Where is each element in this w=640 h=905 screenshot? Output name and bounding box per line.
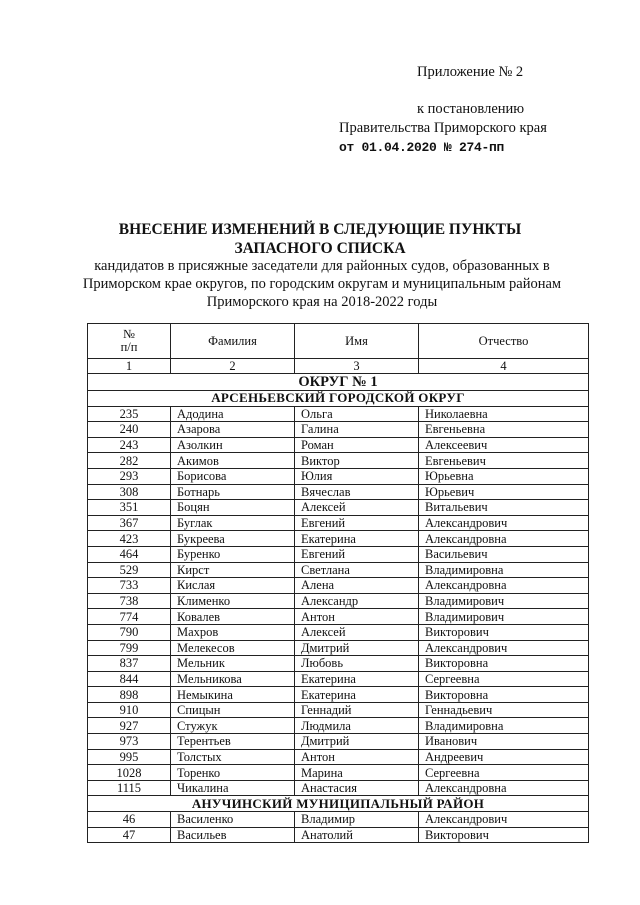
- candidate-surname: Чикалина: [171, 780, 295, 796]
- candidate-name: Людмила: [295, 718, 419, 734]
- candidate-surname: Букреева: [171, 531, 295, 547]
- resolution-reference: [339, 100, 569, 157]
- candidate-number: 351: [88, 500, 171, 516]
- district-row: [88, 796, 589, 812]
- table-row: [88, 656, 589, 672]
- appendix-number: Приложение № 2: [417, 64, 524, 80]
- candidate-name: Геннадий: [295, 702, 419, 718]
- candidate-patronymic: Викторовна: [419, 656, 589, 672]
- okrug-row: [88, 374, 589, 391]
- candidate-number: 973: [88, 734, 171, 750]
- table-row: [88, 531, 589, 547]
- column-numbers-row: [88, 359, 589, 374]
- table-row: [88, 453, 589, 469]
- candidate-number: 738: [88, 593, 171, 609]
- candidate-patronymic: Викторович: [419, 624, 589, 640]
- candidate-patronymic: Владимирович: [419, 593, 589, 609]
- candidate-number: 293: [88, 468, 171, 484]
- candidate-name: Марина: [295, 765, 419, 781]
- table-row: [88, 609, 589, 625]
- resolution-date-number: от 01.04.2020 № 274-пп: [339, 140, 505, 155]
- candidate-number: 898: [88, 687, 171, 703]
- candidate-number: 774: [88, 609, 171, 625]
- candidate-name: Светлана: [295, 562, 419, 578]
- table-row: [88, 749, 589, 765]
- candidate-name: Юлия: [295, 468, 419, 484]
- candidate-patronymic: Васильевич: [419, 546, 589, 562]
- candidate-patronymic: Владимировна: [419, 562, 589, 578]
- table-row: [88, 562, 589, 578]
- candidate-surname: Кислая: [171, 578, 295, 594]
- candidate-patronymic: Юрьевна: [419, 468, 589, 484]
- table-row: [88, 718, 589, 734]
- table-row: [88, 422, 589, 438]
- candidate-number: 423: [88, 531, 171, 547]
- candidate-name: Екатерина: [295, 531, 419, 547]
- candidate-number: 367: [88, 515, 171, 531]
- candidate-patronymic: Сергеевна: [419, 671, 589, 687]
- candidate-patronymic: Александрович: [419, 812, 589, 828]
- candidate-name: Анатолий: [295, 827, 419, 843]
- candidate-surname: Васильев: [171, 827, 295, 843]
- document-title: [60, 220, 580, 258]
- header-patronymic: Отчество: [419, 324, 589, 359]
- candidate-surname: Азолкин: [171, 437, 295, 453]
- candidate-number: 910: [88, 702, 171, 718]
- candidate-name: Антон: [295, 749, 419, 765]
- candidate-patronymic: Алексеевич: [419, 437, 589, 453]
- candidate-surname: Ковалев: [171, 609, 295, 625]
- header-number-label: п/п: [120, 340, 138, 354]
- candidate-name: Алексей: [295, 500, 419, 516]
- candidate-number: 995: [88, 749, 171, 765]
- candidate-patronymic: Александрович: [419, 640, 589, 656]
- candidate-name: Дмитрий: [295, 734, 419, 750]
- candidate-number: 47: [88, 827, 171, 843]
- candidate-surname: Мелекесов: [171, 640, 295, 656]
- table-row: [88, 500, 589, 516]
- candidate-patronymic: Александровна: [419, 578, 589, 594]
- table-row: [88, 812, 589, 828]
- candidate-patronymic: Витальевич: [419, 500, 589, 516]
- title-line-2: ЗАПАСНОГО СПИСКА: [234, 240, 406, 257]
- title-line-1: ВНЕСЕНИЕ ИЗМЕНЕНИЙ В СЛЕДУЮЩИЕ ПУНКТЫ: [118, 221, 522, 238]
- table-row: [88, 437, 589, 453]
- candidate-number: 1115: [88, 780, 171, 796]
- candidate-number: 46: [88, 812, 171, 828]
- table-row: [88, 687, 589, 703]
- candidate-number: 308: [88, 484, 171, 500]
- candidate-number: 799: [88, 640, 171, 656]
- table-row: [88, 624, 589, 640]
- candidate-number: 844: [88, 671, 171, 687]
- table-row: [88, 827, 589, 843]
- candidate-surname: Мельникова: [171, 671, 295, 687]
- candidate-name: Виктор: [295, 453, 419, 469]
- candidate-name: Евгений: [295, 546, 419, 562]
- candidate-name: Алена: [295, 578, 419, 594]
- okrug-title: ОКРУГ № 1: [88, 374, 589, 391]
- table-row: [88, 734, 589, 750]
- candidate-patronymic: Иванович: [419, 734, 589, 750]
- candidate-surname: Мельник: [171, 656, 295, 672]
- candidate-surname: Толстых: [171, 749, 295, 765]
- table-row: [88, 484, 589, 500]
- candidate-name: Екатерина: [295, 687, 419, 703]
- candidate-number: 1028: [88, 765, 171, 781]
- candidate-patronymic: Александрович: [419, 515, 589, 531]
- table-row: [88, 780, 589, 796]
- candidate-surname: Ботнарь: [171, 484, 295, 500]
- candidate-number: 282: [88, 453, 171, 469]
- candidate-surname: Азарова: [171, 422, 295, 438]
- candidate-name: Анастасия: [295, 780, 419, 796]
- table-row: [88, 671, 589, 687]
- candidate-number: 927: [88, 718, 171, 734]
- candidate-surname: Борисова: [171, 468, 295, 484]
- candidate-surname: Акимов: [171, 453, 295, 469]
- candidate-surname: Терентьев: [171, 734, 295, 750]
- district-row: [88, 391, 589, 407]
- candidate-name: Галина: [295, 422, 419, 438]
- candidate-patronymic: Викторовна: [419, 687, 589, 703]
- candidate-number: 243: [88, 437, 171, 453]
- candidate-name: Вячеслав: [295, 484, 419, 500]
- candidate-name: Ольга: [295, 406, 419, 422]
- table-header-row: [88, 324, 589, 359]
- candidate-surname: Махров: [171, 624, 295, 640]
- candidate-number: 235: [88, 406, 171, 422]
- column-number: 3: [295, 359, 419, 374]
- table-row: [88, 468, 589, 484]
- candidate-name: Роман: [295, 437, 419, 453]
- candidate-surname: Адодина: [171, 406, 295, 422]
- candidate-number: 733: [88, 578, 171, 594]
- column-number: 1: [88, 359, 171, 374]
- candidate-patronymic: Александровна: [419, 780, 589, 796]
- table-row: [88, 702, 589, 718]
- candidate-patronymic: Викторович: [419, 827, 589, 843]
- table-row: [88, 765, 589, 781]
- table-row: [88, 515, 589, 531]
- candidate-patronymic: Андреевич: [419, 749, 589, 765]
- candidate-surname: Торенко: [171, 765, 295, 781]
- candidate-number: 464: [88, 546, 171, 562]
- candidate-patronymic: Юрьевич: [419, 484, 589, 500]
- candidate-surname: Спицын: [171, 702, 295, 718]
- candidate-surname: Стужук: [171, 718, 295, 734]
- candidate-number: 837: [88, 656, 171, 672]
- header-name: Имя: [295, 324, 419, 359]
- candidate-patronymic: Владимировна: [419, 718, 589, 734]
- candidates-table: [87, 323, 589, 843]
- candidate-patronymic: Владимирович: [419, 609, 589, 625]
- table-row: [88, 640, 589, 656]
- candidate-surname: Боцян: [171, 500, 295, 516]
- table-row: [88, 578, 589, 594]
- candidate-surname: Буглак: [171, 515, 295, 531]
- candidate-number: 240: [88, 422, 171, 438]
- candidate-patronymic: Николаевна: [419, 406, 589, 422]
- candidate-number: 529: [88, 562, 171, 578]
- candidate-patronymic: Евгеньевич: [419, 453, 589, 469]
- candidate-name: Любовь: [295, 656, 419, 672]
- candidate-surname: Буренко: [171, 546, 295, 562]
- candidate-name: Алексей: [295, 624, 419, 640]
- candidate-surname: Клименко: [171, 593, 295, 609]
- resolution-line: к постановлению: [417, 101, 525, 117]
- header-surname: Фамилия: [171, 324, 295, 359]
- document-subtitle: кандидатов в присяжные заседатели для районных судов, образованных в Приморском крае округов, по городским округам и муниципальным районам Приморского края на 2018-2022 годы: [82, 258, 562, 310]
- candidate-name: Антон: [295, 609, 419, 625]
- district-title: АРСЕНЬЕВСКИЙ ГОРОДСКОЙ ОКРУГ: [88, 391, 589, 407]
- district-title: АНУЧИНСКИЙ МУНИЦИПАЛЬНЫЙ РАЙОН: [88, 796, 589, 812]
- candidate-name: Владимир: [295, 812, 419, 828]
- column-number: 4: [419, 359, 589, 374]
- candidate-name: Александр: [295, 593, 419, 609]
- candidate-name: Дмитрий: [295, 640, 419, 656]
- government-line: Правительства Приморского края: [339, 120, 547, 136]
- header-number: [88, 324, 171, 359]
- candidate-patronymic: Сергеевна: [419, 765, 589, 781]
- column-number: 2: [171, 359, 295, 374]
- candidate-name: Евгений: [295, 515, 419, 531]
- header-number-sign: №: [123, 327, 135, 341]
- candidate-name: Екатерина: [295, 671, 419, 687]
- table-row: [88, 406, 589, 422]
- candidate-patronymic: Геннадьевич: [419, 702, 589, 718]
- candidate-number: 790: [88, 624, 171, 640]
- candidate-patronymic: Евгеньевна: [419, 422, 589, 438]
- table-row: [88, 546, 589, 562]
- candidate-surname: Немыкина: [171, 687, 295, 703]
- table-row: [88, 593, 589, 609]
- candidate-surname: Кирст: [171, 562, 295, 578]
- candidate-patronymic: Александровна: [419, 531, 589, 547]
- candidate-surname: Василенко: [171, 812, 295, 828]
